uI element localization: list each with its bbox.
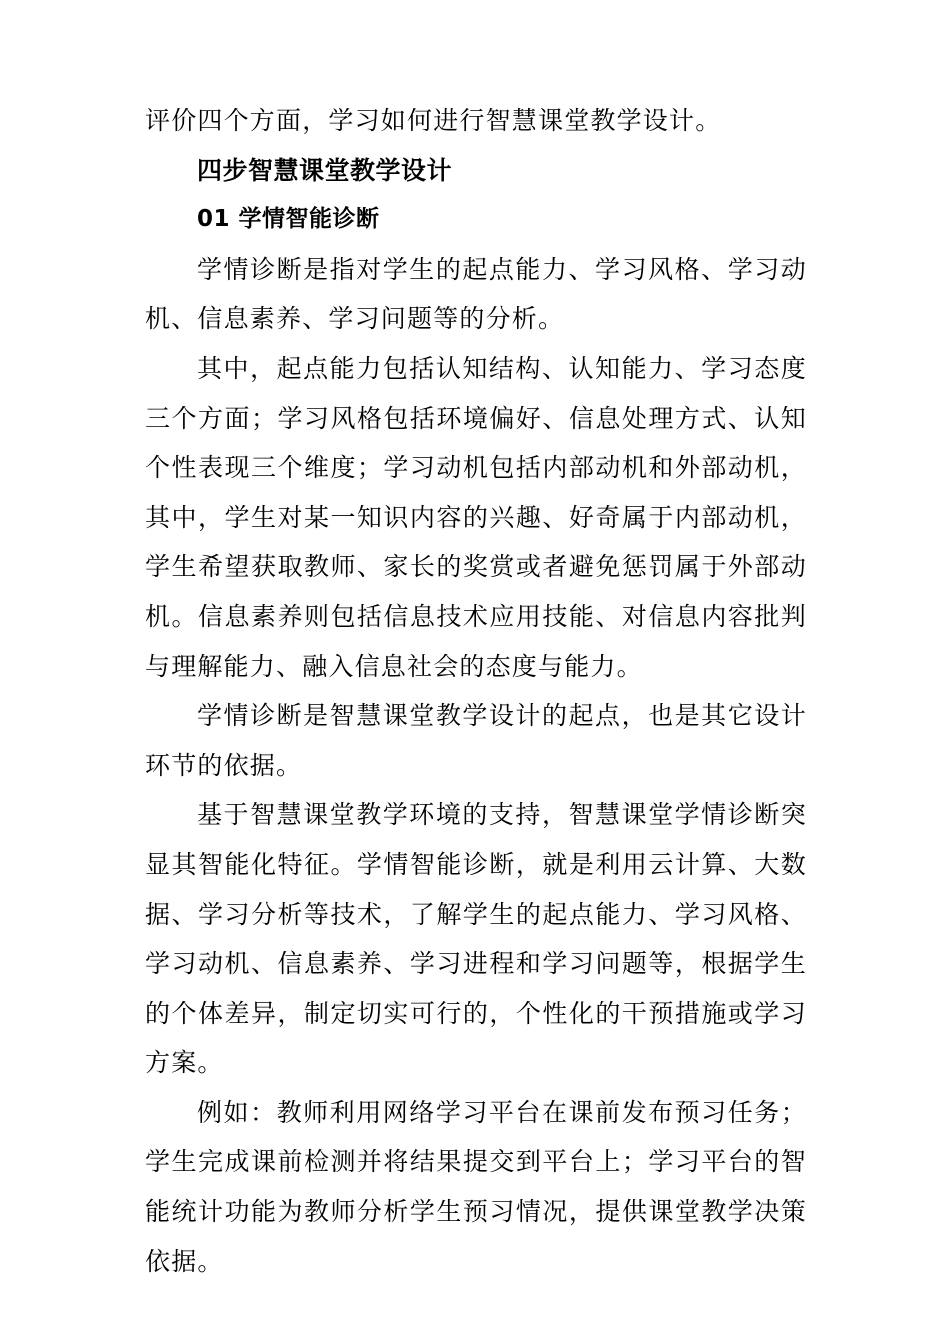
paragraph-learning-diagnosis-definition: 学情诊断是指对学生的起点能力、学习风格、学习动机、信息素养、学习问题等的分析。 <box>145 254 807 334</box>
paragraph-diagnosis-components: 其中，起点能力包括认知结构、认知能力、学习态度三个方面；学习风格包括环境偏好、信息处理方式、认知个性表现三个维度；学习动机包括内部动机和外部动机，其中，学生对某一知识内容的兴趣、好奇属于内部动机，学生希望获取教师、家长的奖赏或者避免惩罚属于外部动机。信息素养则包括信息技术应用技能、对信息内容批判与理解能力、融入信息社会的态度与能力。 <box>145 353 807 681</box>
document-page <box>145 96 807 1286</box>
paragraph-intelligent-diagnosis: 基于智慧课堂教学环境的支持，智慧课堂学情诊断突显其智能化特征。学情智能诊断，就是利用云计算、大数据、学习分析等技术，了解学生的起点能力、学习风格、学习动机、信息素养、学习进程和学习问题等，根据学生的个体差异，制定切实可行的，个性化的干预措施或学习方案。 <box>145 800 807 1078</box>
paragraph-diagnosis-starting-point: 学情诊断是智慧课堂教学设计的起点，也是其它设计环节的依据。 <box>145 701 807 780</box>
section-title: 四步智慧课堂教学设计 <box>197 155 453 185</box>
subsection-title: 01 学情智能诊断 <box>197 206 380 233</box>
paragraph-example: 例如：教师利用网络学习平台在课前发布预习任务；学生完成课前检测并将结果提交到平台上；学习平台的智能统计功能为教师分析学生预习情况，提供课堂教学决策依据。 <box>145 1097 807 1276</box>
intro-line: 评价四个方面，学习如何进行智慧课堂教学设计。 <box>145 106 722 135</box>
